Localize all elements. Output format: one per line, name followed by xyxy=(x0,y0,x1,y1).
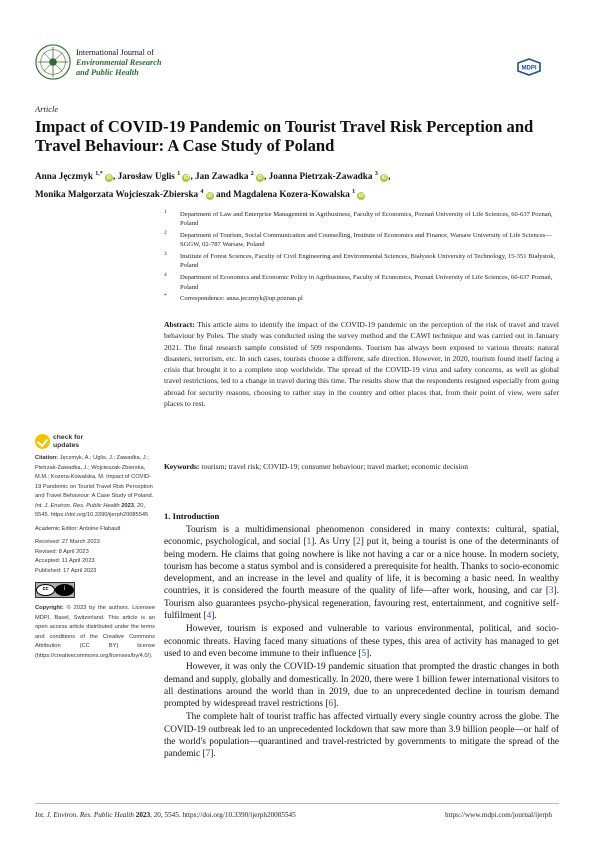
svg-text:MDPI: MDPI xyxy=(521,65,537,72)
citation-year: 2023 xyxy=(121,502,134,509)
body-paragraph xyxy=(164,524,559,622)
body-text-segment: ]. As Urry [ xyxy=(311,537,357,548)
author-separator: , xyxy=(190,171,193,181)
affiliation-item xyxy=(164,210,559,229)
affiliation-list xyxy=(164,210,559,306)
author[interactable] xyxy=(35,171,115,181)
footer-divider xyxy=(35,803,559,804)
body-paragraph xyxy=(164,661,559,710)
author-affiliation-marker: 4 xyxy=(200,189,204,195)
keywords-label: Keywords: xyxy=(164,462,200,471)
ijerph-logo-icon xyxy=(34,43,72,81)
article-sidebar xyxy=(35,454,155,665)
article-dates xyxy=(35,538,155,576)
date-accepted: Accepted: 11 April 2023 xyxy=(35,558,95,564)
affiliation-text: Department of Economics and Economic Policy in Agribusiness, Faculty of Economics, Poznań University of Life Sciences, 60-637 Poznań, Poland xyxy=(180,274,553,291)
abstract xyxy=(164,319,559,409)
check-icon xyxy=(35,434,50,449)
reference-link[interactable]: 7 xyxy=(205,749,211,760)
reference-link[interactable]: 6 xyxy=(328,699,334,710)
affiliation-item xyxy=(164,294,559,303)
body-paragraph xyxy=(164,623,559,660)
author-affiliation-marker: 2 xyxy=(250,171,254,177)
orcid-icon[interactable]: iD xyxy=(183,175,189,181)
cc-by-license-badge[interactable] xyxy=(35,582,75,598)
affiliation-text: Correspondence: anna.jeczmyk@up.poznan.pl xyxy=(180,295,303,303)
author-separator: , xyxy=(388,171,391,181)
journal-name-line3: and Public Health xyxy=(76,68,139,77)
author[interactable] xyxy=(195,171,266,181)
attribution-icon: i xyxy=(55,584,74,596)
author-name: Anna Jęczmyk xyxy=(35,171,93,181)
affiliation-number: 4 xyxy=(164,272,167,279)
introduction-body xyxy=(164,524,559,762)
affiliation-number: 1 xyxy=(164,209,167,215)
body-text-segment: ]. xyxy=(366,648,372,659)
affiliation-item xyxy=(164,252,559,271)
abstract-text: This article aims to identify the impact of the COVID-19 pandemic on the perception of the risk of travel and travel behaviour by Poles. The study was conducted using the survey method and the CAWI technique and was carried out in January 2021. The final research sample consisted of 509 respondents. Tourism has always been exposed to various threats: natural disasters, terrorism, etc. In such cases, tourists choose a different, safe direction. However, in 2020, tourism found itself facing a crisis that brought it to a complete stop worldwide. The spread of the COVID-19 virus and safety concerns, as well as global travel restrictions, led to a change in travel during this time. The results show that the respondents resigned especially from going abroad for security reasons, choosing to rather stay in the country and other places that, from their point of view, were safer places to rest. xyxy=(164,320,560,409)
affiliation-text: Department of Tourism, Social Communication and Counselling, Institute of Economics and Finance, Warsaw University of Life Sciences—SGGW, 02-787 Warsaw, Poland xyxy=(180,232,552,249)
affiliation-number: 3 xyxy=(164,251,167,258)
citation xyxy=(35,454,155,521)
copyright-notice xyxy=(35,604,155,661)
date-received: Received: 27 March 2023 xyxy=(35,539,100,545)
date-revised: Revised: 8 April 2023 xyxy=(35,548,89,555)
date-published: Published: 17 April 2023 xyxy=(35,567,97,574)
author-name: Magdalena Kozera-Kowalska xyxy=(233,189,350,199)
orcid-icon[interactable]: iD xyxy=(207,193,213,199)
keywords-text: tourism; travel risk; COVID-19; consumer behaviour; travel market; economic decision xyxy=(201,462,469,471)
affiliation-item xyxy=(164,273,559,292)
author[interactable] xyxy=(118,171,193,181)
academic-editor: Academic Editor: Antoine Flahault xyxy=(35,525,121,532)
abstract-label: Abstract: xyxy=(164,320,195,329)
author-separator: and xyxy=(213,189,231,199)
body-text-segment: ] put it, being a tourist is one of the determinants of being modern. He claims that going nowhere is like not having a car or a nice house. In modern society, tourism has become a status symbol and is considered a prerequisite for health. Thanks to socio-economic development, and an increase in the level and quality of life, it is becoming a basic need. In wealthy countries, it is considered the fourth measure of the quality of life—after work, housing, and car [ xyxy=(164,537,559,597)
author-name: Jarosław Uglis xyxy=(117,171,175,181)
affiliation-item xyxy=(164,231,559,250)
body-text-segment: ]. xyxy=(211,611,217,622)
affiliation-number: 2 xyxy=(164,230,167,237)
reference-link[interactable]: 1 xyxy=(306,537,312,548)
author[interactable] xyxy=(269,171,391,181)
mdpi-logo-icon xyxy=(516,58,542,76)
body-paragraph xyxy=(164,711,559,760)
affiliation-text: Institute of Forest Sciences, Faculty of Civil Engineering and Environmental Sciences, Białystok University of Technology, 15-351 Białystok, Poland xyxy=(180,253,556,270)
footer-journal-abbrev: Int. J. Environ. Res. Public Health xyxy=(35,811,134,819)
reference-link[interactable]: 2 xyxy=(356,537,361,548)
copyright-label: Copyright: xyxy=(35,605,64,611)
body-text-segment: However, it was only the COVID-19 pandemic situation that prompted the drastic changes in both demand and supply, globally and domestically. In 2020, there were 1 billion fewer international visitors to all destinations around the world than in 2019, due to an unprecedented decline in tourism demand prompted by widespread travel restrictions [ xyxy=(164,662,559,710)
author-affiliation-marker: 3 xyxy=(374,171,378,177)
citation-rest: , 20, 5545. https://doi.org/10.3390/ijerph20085545 xyxy=(35,502,149,518)
author-affiliation-marker: 1,* xyxy=(95,171,103,177)
body-text-segment: However, tourism is exposed and vulnerable to various environmental, political, and socio-economic threats. Having faced many situations of these types, this area of activity has managed to get used to and even become immune to their influence [ xyxy=(164,624,559,659)
body-text-segment: Tourism is a multidimensional phenomenon considered in many contexts: cultural, spatial, economic, psychological, and social [ xyxy=(164,525,559,548)
body-text-segment: ]. xyxy=(210,749,216,760)
orcid-icon[interactable]: iD xyxy=(257,175,263,181)
body-text-segment: The complete halt of tourist traffic has affected virtually every single country across the globe. The COVID-19 outbreak led to an unprecedented lockdown that saw more than 3.9 billion people—or half of the world's population—quarantined and travel-restricted by governments to mitigate the spread of the pandemic [ xyxy=(164,712,559,760)
copyright-text: © 2023 by the authors. Licensee MDPI, Basel, Switzerland. This article is an open access article distributed under the terms and conditions of the Creative Commons Attribution (CC BY) license (https://creativecommons.org/licenses/by/4.0/). xyxy=(35,605,155,659)
author-name: Joanna Pietrzak-Zawadka xyxy=(268,171,373,181)
author[interactable] xyxy=(35,189,231,199)
author-separator: , xyxy=(113,171,116,181)
orcid-icon[interactable]: iD xyxy=(381,175,387,181)
check-for-updates-button[interactable] xyxy=(35,434,95,450)
reference-link[interactable]: 3 xyxy=(548,586,554,597)
journal-name xyxy=(76,48,162,78)
author[interactable] xyxy=(233,189,365,199)
affiliation-text: Department of Law and Enterprise Management in Agribusiness, Faculty of Economics, Poznań University of Life Sciences, 60-637 Poznań, Poland xyxy=(180,211,553,228)
footer-doi: , 20, 5545. https://doi.org/10.3390/ijerph20085545 xyxy=(150,811,296,819)
article-type: Article xyxy=(35,104,59,114)
creative-commons-icon: cc xyxy=(36,584,55,596)
footer-year: 2023 xyxy=(135,811,151,819)
keywords xyxy=(164,461,559,472)
journal-name-line2: Environmental Research xyxy=(76,58,162,67)
footer-journal-link[interactable]: https://www.mdpi.com/journal/ijerph xyxy=(445,811,552,819)
body-text-segment: ]. Tourism also guarantees psycho-physical regeneration, favouring rest, entertainment, and cognitive self-fulfilment [ xyxy=(164,586,559,622)
citation-text: Jęczmyk, A.; Uglis, J.; Zawadka, J.; Pietrzak-Zawadka, J.; Wojcieszak-Zbierska, M.M.; Kozera-Kowalska, M. Impact of COVID-19 Pandemic on Tourist Travel Risk Perception and Travel Behaviour: A Case Study of Poland. xyxy=(35,455,154,499)
journal-name-line1: International Journal of xyxy=(76,48,154,57)
author-name: Jan Zawadka xyxy=(195,171,249,181)
orcid-icon[interactable]: iD xyxy=(358,193,364,199)
affiliation-number: * xyxy=(164,293,167,300)
footer-citation xyxy=(35,811,296,819)
author-name: Monika Małgorzata Wojcieszak-Zbierska xyxy=(35,189,199,199)
author-affiliation-marker: 1 xyxy=(352,189,356,195)
citation-journal: Int. J. Environ. Res. Public Health xyxy=(35,502,120,509)
body-text-segment: ]. xyxy=(333,699,339,710)
reference-link[interactable]: 5 xyxy=(361,648,367,659)
author-list xyxy=(35,166,555,202)
section-heading-introduction: 1. Introduction xyxy=(164,511,220,521)
author-affiliation-marker: 1 xyxy=(177,171,181,177)
orcid-icon[interactable]: iD xyxy=(106,175,112,181)
citation-label: Citation: xyxy=(35,455,59,461)
article-title: Impact of COVID-19 Pandemic on Tourist Travel Risk Perception and Travel Behaviour: A Case Study of Poland xyxy=(35,117,534,155)
check-for-updates-label: check for updates xyxy=(53,434,84,449)
reference-link[interactable]: 4 xyxy=(206,611,212,622)
author-separator: , xyxy=(264,171,267,181)
